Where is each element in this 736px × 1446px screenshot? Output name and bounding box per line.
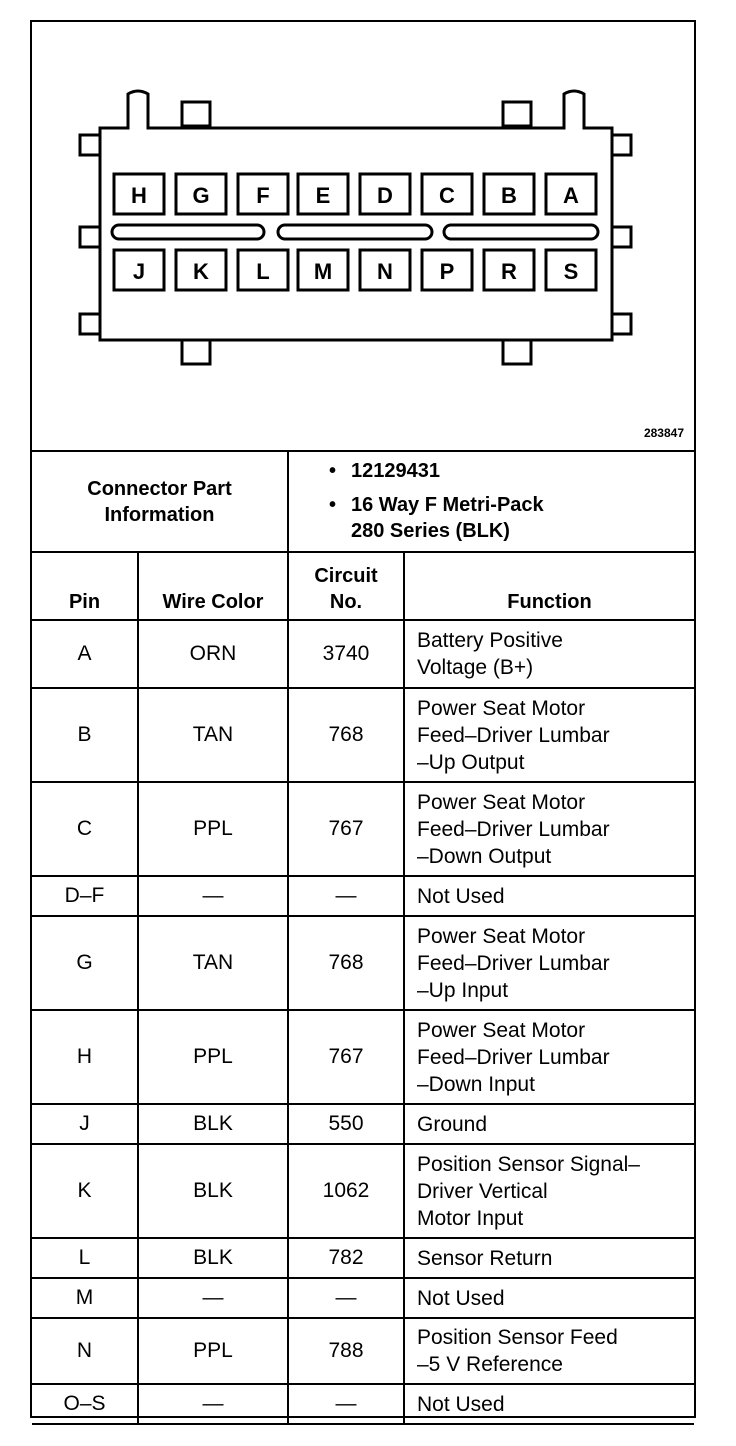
circuit-cell: 767 (288, 1010, 404, 1104)
wire-color-cell: PPL (138, 1318, 288, 1384)
wire-color-cell: TAN (138, 688, 288, 782)
function-line: Battery Positive (417, 629, 563, 652)
circuit-cell: 767 (288, 782, 404, 876)
table-row (32, 1318, 694, 1384)
function-line: Power Seat Motor (417, 790, 586, 814)
pin-cell: N (32, 1318, 138, 1384)
pin-cell: G (32, 916, 138, 1010)
separator-rib (444, 225, 598, 239)
circuit-cell: — (288, 1384, 404, 1424)
pin-cell: A (32, 620, 138, 688)
wire-color-cell: BLK (138, 1238, 288, 1278)
pin-cell: B (32, 688, 138, 782)
pin-label: B (501, 183, 517, 208)
circuit-cell: 768 (288, 688, 404, 782)
wire-color-cell: — (138, 1384, 288, 1424)
pin-label: N (377, 259, 393, 284)
separator-rib (278, 225, 432, 239)
pin-label: C (439, 183, 455, 208)
header-wire-color: Wire Color (138, 552, 288, 620)
pin-cell: H (32, 1010, 138, 1104)
table-row (32, 916, 694, 1010)
table-row (32, 1384, 694, 1424)
wire-color-cell: — (138, 1278, 288, 1318)
function-line: Voltage (B+) (417, 656, 534, 679)
circuit-cell: — (288, 1278, 404, 1318)
function-cell (404, 1318, 694, 1384)
top-tab (182, 102, 210, 126)
function-line: –Up Input (417, 978, 509, 1002)
header-circuit (288, 552, 404, 620)
function-line: Power Seat Motor (417, 1018, 586, 1042)
info-list (288, 452, 694, 552)
info-label (32, 452, 288, 552)
function-line: Not Used (417, 1286, 505, 1310)
function-line: Feed–Driver Lumbar (417, 951, 610, 975)
function-cell (404, 620, 694, 688)
function-line: Power Seat Motor (417, 696, 586, 720)
function-cell (404, 1278, 694, 1318)
function-cell (404, 1384, 694, 1424)
function-cell (404, 688, 694, 782)
pin-cell: M (32, 1278, 138, 1318)
pin-label: M (313, 259, 333, 284)
table-row (32, 1238, 694, 1278)
pin-label: A (563, 183, 579, 208)
function-cell (404, 876, 694, 916)
table-row (32, 1278, 694, 1318)
function-line: Feed–Driver Lumbar (417, 817, 610, 841)
header-function: Function (404, 552, 694, 620)
pin-cell: D–F (32, 876, 138, 916)
table-row (32, 876, 694, 916)
function-line: –Down Output (417, 844, 552, 868)
pin-label: R (501, 259, 517, 284)
info-label-line2: Information (104, 503, 215, 526)
pin-label: L (256, 259, 270, 284)
pin-cell: K (32, 1144, 138, 1238)
top-tab (503, 102, 531, 126)
circuit-cell: 1062 (288, 1144, 404, 1238)
table-row (32, 688, 694, 782)
function-line: Driver Vertical (417, 1179, 548, 1203)
function-cell (404, 916, 694, 1010)
function-line: –5 V Reference (417, 1353, 563, 1376)
separator-rib (112, 225, 264, 239)
pin-label: F (256, 183, 270, 208)
function-line: Not Used (417, 1392, 505, 1416)
wire-color-cell: BLK (138, 1104, 288, 1144)
function-cell (404, 1010, 694, 1104)
figure-id: 283847 (643, 426, 684, 440)
pin-rows (32, 620, 694, 1424)
wire-color-cell: PPL (138, 1010, 288, 1104)
table-row (32, 620, 694, 688)
info-label-line1: Connector Part (87, 477, 232, 500)
function-line: Position Sensor Feed (417, 1326, 618, 1349)
pin-table (32, 452, 694, 1425)
function-line: Motor Input (417, 1206, 524, 1230)
pin-label: H (131, 183, 147, 208)
function-line: Power Seat Motor (417, 924, 586, 948)
table-row (32, 1104, 694, 1144)
pin-cell: J (32, 1104, 138, 1144)
part-number-item: • 12129431 (329, 460, 440, 482)
pin-label: D (377, 183, 393, 208)
table-row (32, 1144, 694, 1238)
function-line: Position Sensor Signal– (417, 1152, 640, 1176)
function-line: Ground (417, 1112, 488, 1136)
circuit-cell: 3740 (288, 620, 404, 688)
circuit-cell: — (288, 876, 404, 916)
header-circuit-line1: Circuit (314, 565, 378, 587)
pin-label: K (193, 259, 209, 284)
connector-face-drawing (32, 22, 694, 450)
bottom-tab (182, 340, 210, 364)
function-line: Feed–Driver Lumbar (417, 723, 610, 747)
part-number: 12129431 (351, 460, 440, 482)
description-item: • 16 Way F Metri-Pack (329, 494, 544, 516)
pin-label: S (563, 259, 579, 284)
circuit-cell: 550 (288, 1104, 404, 1144)
pin-cell: L (32, 1238, 138, 1278)
description-line2: 280 Series (BLK) (351, 520, 510, 542)
header-pin: Pin (32, 552, 138, 620)
function-line: Not Used (417, 884, 505, 908)
function-cell (404, 1144, 694, 1238)
pin-label: G (192, 183, 210, 208)
pin-label: P (439, 259, 455, 284)
wire-color-cell: BLK (138, 1144, 288, 1238)
info-row (32, 452, 694, 552)
wire-color-cell: TAN (138, 916, 288, 1010)
pin-cell: C (32, 782, 138, 876)
wire-color-cell: PPL (138, 782, 288, 876)
header-circuit-line2: No. (329, 591, 363, 613)
circuit-cell: 782 (288, 1238, 404, 1278)
connector-diagram (32, 22, 694, 452)
function-cell (404, 1238, 694, 1278)
pin-label: J (132, 259, 146, 284)
pin-cell: O–S (32, 1384, 138, 1424)
function-line: Sensor Return (417, 1246, 553, 1270)
function-line: –Down Input (417, 1072, 535, 1096)
wire-color-cell: — (138, 876, 288, 916)
description-line1: 16 Way F Metri-Pack (351, 494, 544, 516)
function-line: Feed–Driver Lumbar (417, 1045, 610, 1069)
circuit-cell: 768 (288, 916, 404, 1010)
function-cell (404, 782, 694, 876)
connector-sheet (30, 20, 696, 1418)
function-cell (404, 1104, 694, 1144)
table-row (32, 782, 694, 876)
table-row (32, 1010, 694, 1104)
circuit-cell: 788 (288, 1318, 404, 1384)
pin-label: E (315, 183, 331, 208)
header-row (32, 552, 694, 620)
bottom-tab (503, 340, 531, 364)
function-line: –Up Output (417, 750, 525, 774)
wire-color-cell: ORN (138, 620, 288, 688)
